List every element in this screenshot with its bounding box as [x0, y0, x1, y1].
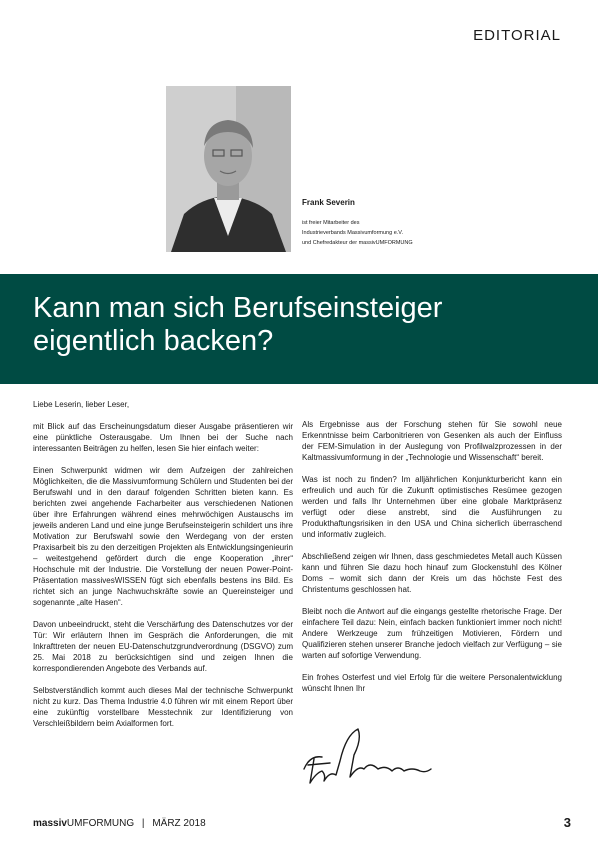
footer	[33, 818, 206, 829]
body-paragraph: Einen Schwerpunkt widmen wir dem Aufzeigen der zahlreichen Möglichkeiten, die die Massivumformung Schülern und Studenten bei der Berufswahl und in den darauf folgenden Schritten bieten kann. Es berichten zwei angehende Facharbeiter aus verschiedenen Nationen über ihre Erfahrungen während eines mehrwöchigen Austauschs im jeweils anderen Land und eine junge Berufseinsteigerin schildert uns ihre Motivation zur Berufswahl sowie den Werdegang von der ersten Praxisarbeit bis zu den derzeitigen Projekten als Entwicklungsingenieurin – weitestgehend gefördert durch die enge Kooperation „ihrer“ Hochschule mit der Industrie. Die Vorstellung der neuen Power-Point-Präsentation massivesWISSEN fügt sich ebenfalls bestens ins Bild. Es richtet sich an junge Nachwuchskräfte sowie an Quereinsteiger und sogenannte „alte Hasen“.	[33, 466, 293, 607]
author-byline	[302, 198, 502, 248]
body-paragraph: Als Ergebnisse aus der Forschung stehen für Sie sowohl neue Erkenntnisse beim Carbonitrieren von Gesenken als auch der Einfluss der FEM-Simulation in der Auslegung von Profilwalzprozessen in der Kaltmassivumformung in der „Technologie und Wissenschaft“ bereit.	[302, 420, 562, 462]
portrait-image	[166, 86, 291, 252]
footer-brand-rest: UMFORMUNG	[66, 818, 135, 829]
headline-line-2: eigentlich backen?	[33, 325, 274, 357]
closing-paragraph: Ein frohes Osterfest und viel Erfolg für die weitere Personalentwicklung wünscht Ihnen Ihr	[302, 673, 562, 693]
author-name: Frank Severin	[302, 198, 355, 207]
body-paragraph: Selbstverständlich kommt auch dieses Mal der technische Schwerpunkt nicht zu kurz. Das Thema Industrie 4.0 führen wir mit einem Report über eine zukünftig vorstellbare Messtechnik zur Identifizierung von Verschleißbildern beim Axialformen fort.	[33, 686, 293, 728]
page-number: 3	[563, 815, 571, 830]
body-column-left	[33, 399, 293, 740]
body-paragraph: Bleibt noch die Antwort auf die eingangs gestellte rhetorische Frage. Der einfachere Teil dazu: Nein, einfach backen funktioniert immer noch nicht! Andere Werkzeuge zum frühzeitigen Motivieren, Fördern und Qualifizieren stehen unserer Branche jedoch vielfach zur Verfügung – sie warten auf sofortige Verwendung.	[302, 607, 562, 660]
body-paragraph: Davon unbeeindruckt, steht die Verschärfung des Datenschutzes vor der Tür: Wir erläutern Ihnen im Gespräch die Anforderungen, die mit Inkrafttreten der neuen EU-Datenschutzgrundverordnung (DSGVO) zum 25. Mai 2018 zu berücksichtigen sind und zeigen Ihnen die korrespondierenden Angebote des Verbands auf.	[33, 620, 293, 673]
body-paragraph: Was ist noch zu finden? Im alljährlichen Konjunkturbericht kann ein erfreulich und auch für die Zukunft optimistisches Resümee gezogen werden und falls Ihr Unternehmen über eine globale Marktpräsenz verfügt oder diese anstrebt, sind die Ausführungen zu Produkthaftungsrisiken in den USA und China sicherlich überraschend und informativ zugleich.	[302, 475, 562, 539]
body-paragraph: Abschließend zeigen wir Ihnen, dass geschmiedetes Metall auch Küssen kann und führen Sie dazu hoch hinauf zum Glockenstuhl des Kölner Doms – womit sich dann der Kreis um das höchste Fest des Christentums geschlossen hat.	[302, 552, 562, 594]
body-paragraph: mit Blick auf das Erscheinungsdatum dieser Ausgabe präsentieren wir eine pünktliche Osterausgabe. Um Ihnen bei der Suche nach interessanten Beiträgen zu helfen, lesen Sie hier einfach weiter:	[33, 422, 293, 453]
author-photo	[166, 86, 291, 252]
footer-brand-bold: massiv	[33, 818, 67, 829]
headline-line-1: Kann man sich Berufseinsteiger	[33, 292, 443, 324]
author-role-line: und Chefredakteur der massivUMFORMUNG	[302, 240, 413, 246]
footer-issue: MÄRZ 2018	[152, 818, 206, 829]
signature	[300, 725, 435, 787]
body-column-right	[302, 419, 562, 705]
salutation: Liebe Leserin, lieber Leser,	[33, 400, 130, 409]
author-role-line: Industrieverbands Massivumformung e.V.	[302, 230, 403, 236]
headline-band	[0, 274, 598, 384]
headline	[33, 292, 573, 358]
section-label: EDITORIAL	[473, 27, 561, 44]
footer-separator: |	[141, 818, 145, 829]
author-role-line: ist freier Mitarbeiter des	[302, 220, 360, 226]
